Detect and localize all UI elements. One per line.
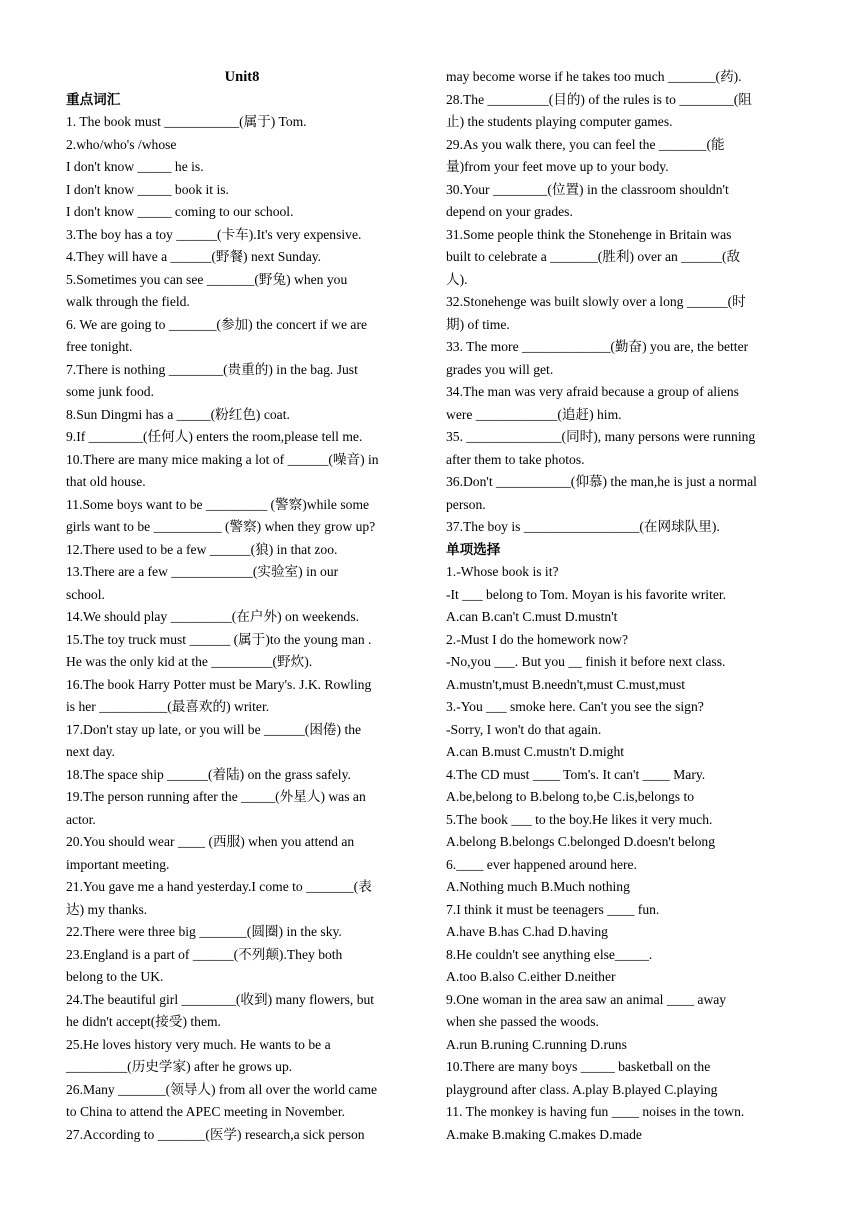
text-line: A.mustn't,must B.needn't,must C.must,must xyxy=(446,676,686,692)
text-line: 4.They will have a ______(野餐) next Sunday. xyxy=(66,249,322,264)
text-line: person. xyxy=(446,496,486,512)
text-line: A.run B.runing C.running D.runs xyxy=(446,1036,627,1052)
text-line: 5.Sometimes you can see _______(野兔) when you xyxy=(66,271,348,287)
text-line: 22.There were three big _______(圆圈) in the sky. xyxy=(66,924,342,939)
text-line: 7.There is nothing ________(贵重的) in the bag. Just xyxy=(66,361,358,377)
text-line: 21.You gave me a hand yesterday.I come to _______(表 xyxy=(66,879,372,894)
text-line: 16.The book Harry Potter must be Mary's. J.K. Rowling xyxy=(66,676,372,692)
text-line: 34.The man was very afraid because a group of aliens xyxy=(446,384,739,399)
text-line: 31.Some people think the Stonehenge in Britain was xyxy=(446,226,732,242)
right-column xyxy=(446,66,796,1146)
text-line: 24.The beautiful girl ________(收到) many flowers, but xyxy=(66,991,375,1007)
text-line: 20.You should wear ____ (西服) when you attend an xyxy=(66,834,355,849)
text-line: 37.The boy is _________________(在网球队里). xyxy=(446,519,720,534)
text-line: actor. xyxy=(66,811,96,827)
text-line: built to celebrate a _______(胜利) over an ______(敌 xyxy=(446,249,741,264)
text-line: 1.-Whose book is it? xyxy=(446,564,559,579)
text-line: 8.Sun Dingmi has a _____(粉红色) coat. xyxy=(66,406,290,422)
text-line: 4.The CD must ____ Tom's. It can't ____ Mary. xyxy=(446,766,706,782)
text-line: -No,you ___. But you __ finish it before next class. xyxy=(446,654,726,669)
section-heading: 重点词汇 xyxy=(66,91,121,107)
text-line: 达) my thanks. xyxy=(66,901,148,917)
text-line: 10.There are many mice making a lot of ______(噪音) in xyxy=(66,451,379,467)
text-line: I don't know _____ book it is. xyxy=(66,181,229,197)
text-line: 10.There are many boys _____ basketball on the xyxy=(446,1059,711,1074)
text-line: 8.He couldn't see anything else_____. xyxy=(446,946,653,962)
text-line: 13.There are a few ____________(实验室) in our xyxy=(66,564,339,579)
text-line: is her __________(最喜欢的) writer. xyxy=(66,699,270,714)
text-line: 6.____ ever happened around here. xyxy=(446,856,637,872)
left-column xyxy=(66,66,418,1146)
text-line: some junk food. xyxy=(66,384,154,399)
text-line: 28.The _________(目的) of the rules is to ________(阻 xyxy=(446,91,752,107)
text-line: school. xyxy=(66,586,105,602)
text-line: A.make B.making C.makes D.made xyxy=(446,1126,642,1142)
text-line: 29.As you walk there, you can feel the _______(能 xyxy=(446,136,725,152)
text-line: 26.Many _______(领导人) from all over the world came xyxy=(66,1081,378,1097)
text-line: 17.Don't stay up late, or you will be ______(困倦) the xyxy=(66,721,362,737)
text-line: after them to take photos. xyxy=(446,451,585,467)
text-line: A.be,belong to B.belong to,be C.is,belongs to xyxy=(446,789,695,804)
text-line: walk through the field. xyxy=(66,294,190,309)
text-line: 2.-Must I do the homework now? xyxy=(446,631,628,647)
text-line: 23.England is a part of ______(不列颠).They both xyxy=(66,946,343,962)
text-line: I don't know _____ coming to our school. xyxy=(66,204,294,219)
text-line: A.can B.can't C.must D.mustn't xyxy=(446,609,618,624)
text-line: 人). xyxy=(446,271,468,287)
text-line: 19.The person running after the _____(外星人) was an xyxy=(66,789,366,804)
text-line: 36.Don't ___________(仰慕) the man,he is just a normal xyxy=(446,474,757,489)
text-line: 3.-You ___ smoke here. Can't you see the sign? xyxy=(446,699,704,714)
text-line: A.can B.must C.mustn't D.might xyxy=(446,744,625,759)
right-lines xyxy=(446,66,796,1146)
text-line: 27.According to _______(医学) research,a sick person xyxy=(66,1126,365,1142)
text-line: 14.We should play _________(在户外) on weekends. xyxy=(66,609,360,624)
text-line: when she passed the woods. xyxy=(446,1014,599,1029)
text-line: _________(历史学家) after he grows up. xyxy=(66,1059,293,1074)
text-line: 15.The toy truck must ______ (属于)to the young man . xyxy=(66,631,372,647)
text-line: 3.The boy has a toy ______(卡车).It's very expensive. xyxy=(66,226,362,242)
text-line: 9.If ________(任何人) enters the room,please tell me. xyxy=(66,429,363,444)
text-line: 25.He loves history very much. He wants to be a xyxy=(66,1036,331,1052)
text-line: free tonight. xyxy=(66,339,133,354)
text-line: 2.who/who's /whose xyxy=(66,136,177,152)
text-line: girls want to be __________ (警察) when they grow up? xyxy=(66,519,376,534)
text-line: 5.The book ___ to the boy.He likes it very much. xyxy=(446,811,713,827)
text-line: that old house. xyxy=(66,474,146,489)
text-line: grades you will get. xyxy=(446,361,554,377)
text-line: A.too B.also C.either D.neither xyxy=(446,969,616,984)
text-line: 30.Your ________(位置) in the classroom shouldn't xyxy=(446,181,729,197)
text-line: -Sorry, I won't do that again. xyxy=(446,721,602,737)
text-line: 33. The more _____________(勤奋) you are, the better xyxy=(446,339,749,354)
text-line: 11.Some boys want to be _________ (警察)while some xyxy=(66,496,370,512)
left-lines xyxy=(66,89,418,1147)
text-line: 1. The book must ___________(属于) Tom. xyxy=(66,114,307,129)
text-line: A.Nothing much B.Much nothing xyxy=(446,879,630,894)
page-title: Unit8 xyxy=(224,69,260,85)
text-line: He was the only kid at the _________(野炊). xyxy=(66,654,313,669)
text-line: playground after class. A.play B.played C.playing xyxy=(446,1081,718,1097)
section-heading: 单项选择 xyxy=(446,541,501,557)
text-line: were ____________(追赶) him. xyxy=(446,406,622,422)
text-line: 12.There used to be a few ______(狼) in that zoo. xyxy=(66,541,338,557)
text-line: belong to the UK. xyxy=(66,969,164,984)
text-line: 6. We are going to _______(参加) the concert if we are xyxy=(66,316,368,332)
text-line: 11. The monkey is having fun ____ noises in the town. xyxy=(446,1104,745,1119)
text-line: 18.The space ship ______(着陆) on the grass safely. xyxy=(66,766,351,782)
text-line: may become worse if he takes too much _______(药). xyxy=(446,69,742,84)
text-line: 7.I think it must be teenagers ____ fun. xyxy=(446,901,660,917)
text-line: he didn't accept(接受) them. xyxy=(66,1014,221,1029)
text-line: next day. xyxy=(66,744,115,759)
text-line: A.have B.has C.had D.having xyxy=(446,924,608,939)
text-line: -It ___ belong to Tom. Moyan is his favorite writer. xyxy=(446,586,727,602)
text-line: I don't know _____ he is. xyxy=(66,159,204,174)
text-line: A.belong B.belongs C.belonged D.doesn't belong xyxy=(446,834,716,849)
text-line: 量)from your feet move up to your body. xyxy=(446,159,669,174)
text-line: 期) of time. xyxy=(446,316,510,332)
text-line: to China to attend the APEC meeting in November. xyxy=(66,1104,346,1119)
text-line: 9.One woman in the area saw an animal ____ away xyxy=(446,991,727,1007)
text-line: depend on your grades. xyxy=(446,204,573,219)
text-line: important meeting. xyxy=(66,856,170,872)
text-line: 32.Stonehenge was built slowly over a long ______(时 xyxy=(446,294,746,309)
text-line: 止) the students playing computer games. xyxy=(446,114,673,129)
text-line: 35. ______________(同时), many persons were running xyxy=(446,429,756,444)
